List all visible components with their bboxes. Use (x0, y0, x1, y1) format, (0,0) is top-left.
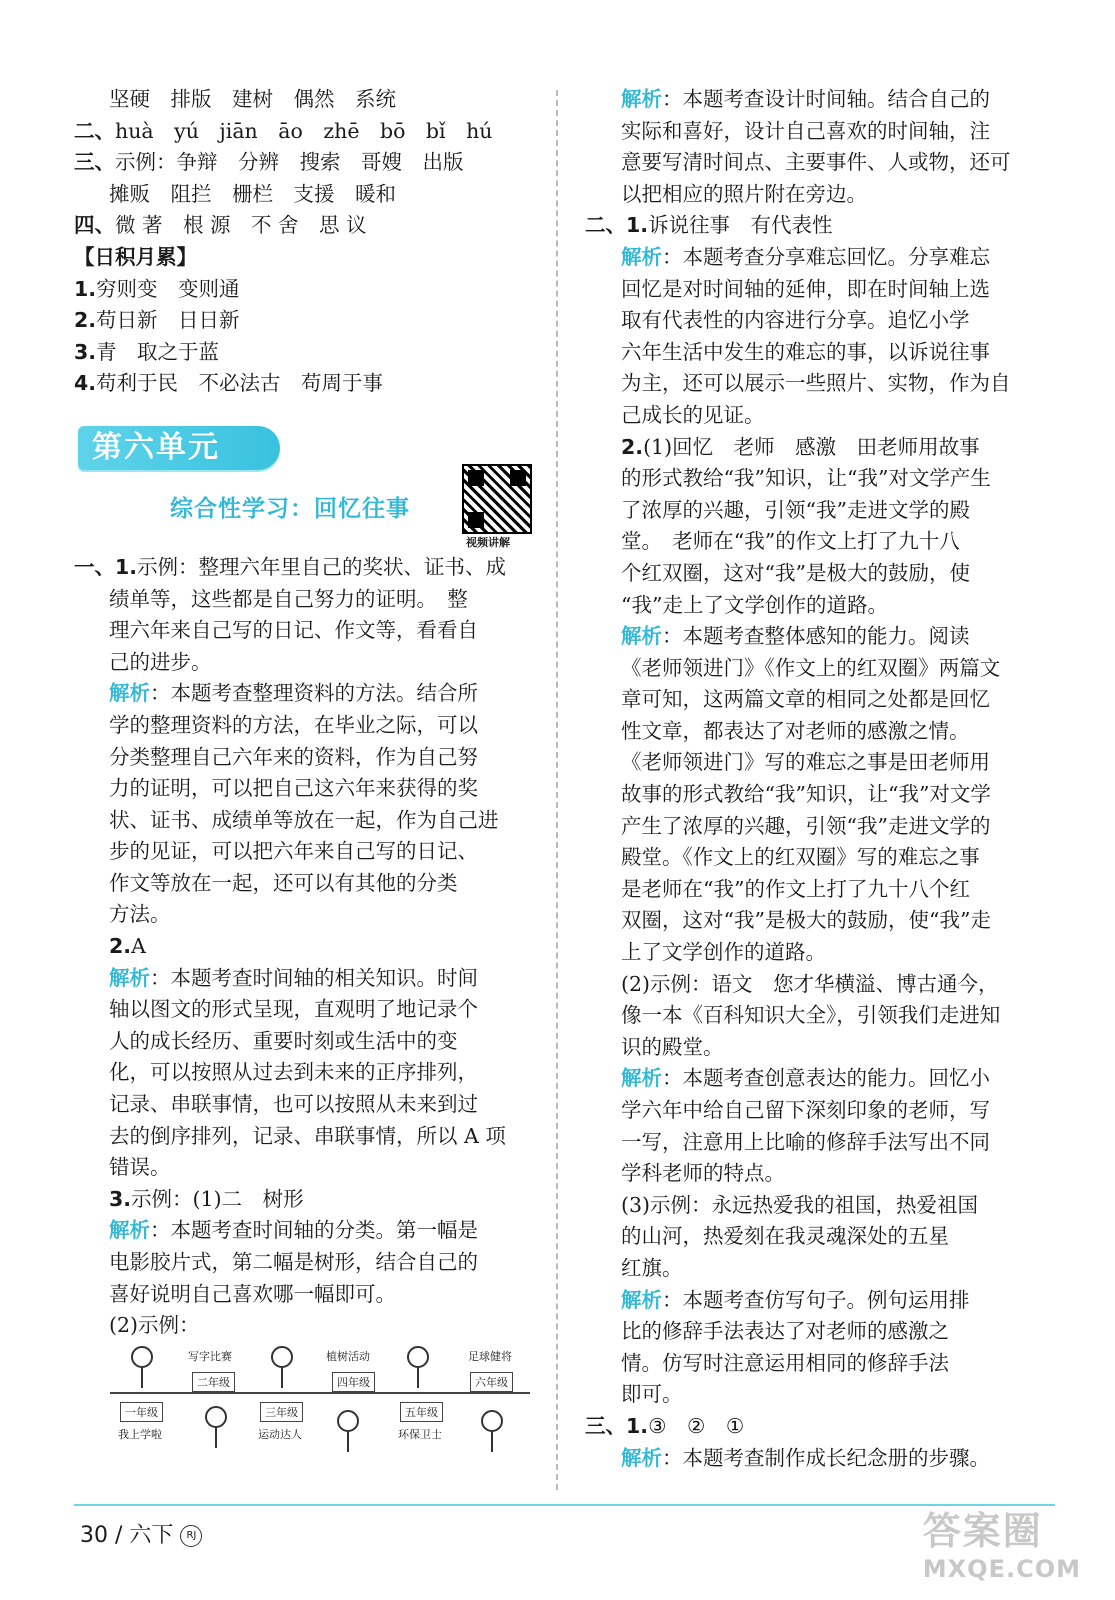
analysis-line: 取有代表性的内容进行分享。追忆小学 (621, 308, 970, 333)
unit-banner: 第六单元 (78, 426, 280, 470)
section-number: 三、 (74, 150, 115, 175)
analysis-tag: 解析 (109, 965, 150, 990)
question-line: 3.示例：(1)二 树形 (109, 1186, 304, 1211)
analysis-line: 学的整理资料的方法，在毕业之际，可以 (109, 712, 478, 737)
answer-text: 示例：争辩 分辨 搜索 哥嫂 出版 (115, 150, 464, 175)
analysis-line: 轴以图文的形式呈现，直观明了地记录个 (109, 997, 478, 1022)
analysis-line: 《老师领进门》《作文上的红双圈》两篇文 (621, 655, 1001, 680)
section-heading: 【日积月累】 (74, 244, 197, 269)
analysis-line: 解析：本题考查设计时间轴。结合自己的 (621, 87, 990, 111)
analysis-tag: 解析 (621, 244, 662, 269)
analysis-line: 章可知，这两篇文章的相同之处都是回忆 (621, 687, 990, 712)
analysis-line: 喜好说明自己喜欢哪一幅即可。 (109, 1281, 396, 1306)
analysis-line: 方法。 (109, 902, 171, 927)
child-figure-icon (480, 1410, 504, 1450)
analysis-line: 己成长的见证。 (621, 402, 765, 427)
question-line: 三、1.③ ② ① (585, 1413, 745, 1438)
analysis-line: 实际和喜好，设计自己喜欢的时间轴，注 (621, 118, 990, 143)
analysis-tag: 解析 (621, 1287, 662, 1312)
qr-code-icon[interactable] (462, 464, 532, 534)
analysis-line: 意要写清时间点、主要事件、人或物，还可 (621, 150, 1011, 175)
analysis-line: 解析：本题考查创意表达的能力。回忆小 (621, 1066, 990, 1091)
pinyin-answers: huà yú jiān āo zhē bō bǐ hú (115, 118, 493, 143)
analysis-line: 记录、串联事情，也可以按照从未来到过 (109, 1092, 478, 1117)
analysis-line: 去的倒序排列，记录、串联事情，所以 A 项 (109, 1123, 506, 1148)
analysis-line: 为主，还可以展示一些照片、实物，作为自 (621, 371, 1011, 396)
answer-four (74, 210, 540, 242)
left-column (74, 84, 540, 1472)
timeline-event: 运动达人 (258, 1427, 302, 1441)
analysis-tag: 解析 (109, 681, 150, 706)
accumulation-item: 1.穷则变 变则通 (74, 276, 240, 301)
analysis-line: 解析：本题考查分享难忘回忆。分享难忘 (621, 244, 990, 269)
timeline-event: 环保卫士 (398, 1427, 442, 1441)
answer-line: 的山河，热爱刻在我灵魂深处的五星 (621, 1224, 949, 1249)
accumulation-item: 4.苟利于民 不必法古 苟周于事 (74, 371, 384, 396)
answer-three-cont: 摊贩 阻拦 栅栏 支援 暖和 (109, 181, 396, 206)
analysis-line: 故事的形式教给“我”知识，让“我”对文学 (621, 782, 991, 807)
analysis-line: 学科老师的特点。 (621, 1161, 785, 1186)
analysis-line: 作文等放在一起，还可以有其他的分类 (109, 870, 458, 895)
analysis-line: 步的见证，可以把六年来自己写的日记、 (109, 839, 478, 864)
analysis-line: 力的证明，可以把自己这六年来获得的奖 (109, 776, 478, 801)
analysis-line: 是老师在“我”的作文上打了九十八个红 (621, 876, 970, 901)
watermark (923, 1500, 1081, 1583)
question-line: 理六年来自己写的日记、作文等，看看自 (109, 618, 478, 643)
analysis-line: 学六年中给自己留下深刻印象的老师，写 (621, 1098, 990, 1122)
analysis-line: 殿堂。《作文上的红双圈》写的难忘之事 (621, 845, 980, 870)
question-line: 二、1.诉说往事 有代表性 (585, 213, 833, 238)
answer-line: 了浓厚的兴趣，引领“我”走进文学的殿 (621, 497, 970, 522)
question-line: 2.(1)回忆 老师 感激 田老师用故事 (621, 434, 980, 459)
timeline-axis (110, 1392, 530, 1394)
section-number: 二、 (74, 118, 115, 143)
answer-line: (2)示例：语文 您才华横溢、博古通今， (621, 971, 999, 996)
timeline-event: 写字比赛 (188, 1349, 232, 1363)
analysis-tag: 解析 (621, 1066, 662, 1091)
accumulation-item: 3.青 取之于蓝 (74, 339, 220, 364)
analysis-tag: 解析 (621, 624, 662, 649)
analysis-line: 一写，注意用上比喻的修辞手法写出不同 (621, 1129, 990, 1154)
answer-line: 堂。 老师在“我”的作文上打了九十八 (621, 529, 960, 554)
grade-box: 四年级 (332, 1372, 375, 1392)
analysis-line: 解析：本题考查制作成长纪念册的步骤。 (621, 1445, 990, 1470)
grade-box: 一年级 (120, 1402, 163, 1422)
column-divider (556, 90, 558, 1490)
question-line: 2.A (109, 934, 146, 959)
topic-title: 综合性学习：回忆往事 (170, 495, 410, 522)
page-footer (80, 1518, 202, 1549)
child-figure-icon (204, 1406, 228, 1446)
analysis-line: 化，可以按照从过去到未来的正序排列， (109, 1060, 478, 1085)
grade-box: 五年级 (400, 1402, 443, 1422)
answer-line: 的形式教给“我”知识，让“我”对文学产生 (621, 466, 991, 491)
grade-box: 二年级 (192, 1372, 235, 1392)
analysis-line: 解析：本题考查时间轴的分类。第一幅是 (109, 1218, 478, 1243)
footer-rule (74, 1504, 1055, 1506)
analysis-line: 分类整理自己六年来的资料，作为自己努 (109, 744, 478, 769)
analysis-line: 解析：本题考查整理资料的方法。结合所 (109, 681, 478, 706)
answer-line: “我”走上了文学创作的道路。 (621, 592, 888, 617)
analysis-line: 上了文学创作的道路。 (621, 940, 826, 965)
page-number: 30 / 六下 (80, 1523, 174, 1548)
watermark-url: MXQE.COM (922, 1555, 1081, 1583)
analysis-line: 六年生活中发生的难忘的事，以诉说往事 (621, 339, 990, 364)
timeline-event: 我上学啦 (118, 1427, 162, 1441)
topic-header (74, 476, 540, 562)
grade-box: 六年级 (470, 1372, 513, 1392)
child-figure-icon (270, 1346, 294, 1386)
answer-three (74, 147, 540, 179)
analysis-line: 产生了浓厚的兴趣，引领“我”走进文学的 (621, 813, 991, 838)
analysis-tag: 解析 (109, 1218, 150, 1243)
analysis-line: 错误。 (109, 1155, 171, 1180)
analysis-line: 解析：本题考查时间轴的相关知识。时间 (109, 965, 478, 990)
answer-line: 识的殿堂。 (621, 1034, 724, 1059)
answer-line: 个红双圈，这对“我”是极大的鼓励，使 (621, 560, 970, 585)
question-line: 己的进步。 (109, 649, 212, 674)
timeline-event: 足球健将 (468, 1349, 512, 1363)
edition-badge-icon: RJ (180, 1525, 202, 1547)
question-line: 绩单等，这些都是自己努力的证明。 整 (109, 586, 468, 611)
analysis-line: 双圈，这对“我”是极大的鼓励，使“我”走 (621, 908, 991, 933)
analysis-line: 即可。 (621, 1382, 683, 1407)
answer-line: 红旗。 (621, 1255, 683, 1280)
timeline-illustration (110, 1346, 540, 1472)
analysis-line: 情。仿写时注意运用相同的修辞手法 (621, 1350, 949, 1375)
child-figure-icon (406, 1346, 430, 1386)
analysis-line: 回忆是对时间轴的延伸，即在时间轴上选 (621, 276, 990, 301)
analysis-line: 解析：本题考查整体感知的能力。阅读 (621, 624, 970, 649)
analysis-line: 状、证书、成绩单等放在一起，作为自己进 (109, 807, 499, 832)
analysis-tag: 解析 (621, 87, 662, 111)
watermark-title: 答案圈 (922, 1509, 1043, 1553)
word-list-line: 坚硬 排版 建树 偶然 系统 (109, 87, 396, 111)
child-figure-icon (336, 1410, 360, 1450)
section-number: 四、 (74, 213, 115, 238)
answer-text: 微 著 根 源 不 舍 思 议 (115, 213, 367, 238)
answer-line: (3)示例：永远热爱我的祖国，热爱祖国 (621, 1192, 979, 1217)
right-column (585, 84, 1045, 1474)
analysis-tag: 解析 (621, 1445, 662, 1470)
analysis-line: 性文章，都表达了对老师的感激之情。 (621, 718, 970, 743)
question-line: 一、1.示例：整理六年里自己的奖状、证书、成 (74, 554, 507, 579)
analysis-line: 《老师领进门》写的难忘之事是田老师用 (621, 750, 990, 775)
qr-label: 视频讲解 (466, 535, 510, 549)
timeline-event: 植树活动 (326, 1349, 370, 1363)
analysis-line: 比的修辞手法表达了对老师的感激之 (621, 1319, 949, 1344)
answer-line: 像一本《百科知识大全》，引领我们走进知 (621, 1003, 1001, 1028)
analysis-line: 人的成长经历、重要时刻或生活中的变 (109, 1028, 458, 1053)
answer-two (74, 116, 540, 148)
analysis-line: 电影胶片式，第二幅是树形，结合自己的 (109, 1250, 478, 1274)
grade-box: 三年级 (260, 1402, 303, 1422)
accumulation-item: 2.苟日新 日日新 (74, 308, 240, 333)
analysis-line: 解析：本题考查仿写句子。例句运用排 (621, 1287, 970, 1312)
question-line: (2)示例： (109, 1313, 200, 1338)
analysis-line: 以把相应的照片附在旁边。 (621, 181, 867, 206)
child-figure-icon (130, 1346, 154, 1386)
